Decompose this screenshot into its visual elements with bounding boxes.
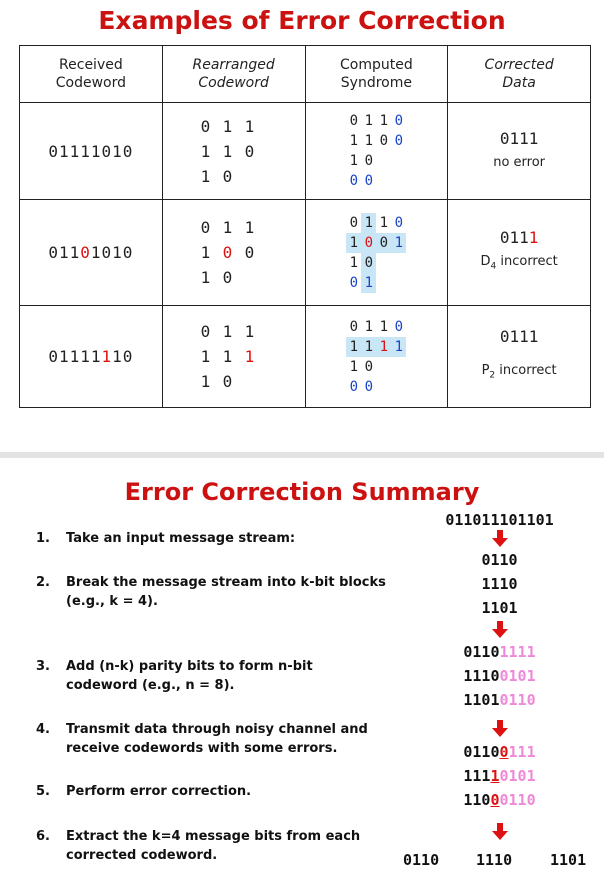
extracted-messages (395, 851, 604, 873)
rearranged-codeword: 0 1 1 1 1 1 1 0 (162, 306, 305, 408)
extracted-message: 0110 (403, 851, 440, 869)
received-codeword: 11110101 (463, 767, 536, 785)
slide-summary: Error Correction Summary 1. Take an input message stream: 2. Break the message stream into k-bit blocks (e.g., k = 4). 3. Add (n-k) parity bits to form n-bit codeword (e.g., n = 8). 4. Transmit data through noisy channel and receive codewords with some errors. 5. Perform error correction. 6. Extract the k=4 message bits from each corrected codeword. 011011101101 0110 1110 1101 01101111 11100101 11010110 01100111 11110101 11000110 0110 1110 1101 (0, 458, 604, 884)
rearranged-codeword: 0 1 1 1 1 0 1 0 (162, 103, 305, 200)
header-syndrome: Computed Syndrome (305, 46, 448, 103)
correction-note: $P_2$ incorrect (481, 363, 557, 381)
correction-note: $D_4$ incorrect (480, 254, 558, 272)
correction-note: no error (493, 155, 546, 170)
rearranged-codeword: 0 1 1 1 0 0 1 0 (162, 200, 305, 306)
header-rearranged: Rearranged Codeword (162, 46, 305, 103)
codeword: 11010110 (463, 691, 536, 709)
down-arrow-icon (395, 823, 604, 841)
received-codeword: 01100111 (463, 743, 536, 761)
codeword: 11100101 (463, 667, 536, 685)
message-stream: 011011101101 (445, 511, 554, 529)
received-codeword: 01101010 (20, 200, 163, 306)
extracted-message: 1110 (476, 851, 513, 869)
down-arrow-icon (395, 530, 604, 548)
corrected-data: 0111 $P_2$ incorrect (448, 306, 591, 408)
message-block: 1101 (481, 599, 518, 617)
corrected-data: 0111 no error (448, 103, 591, 200)
process-flow (395, 458, 604, 884)
computed-syndrome: 0 1 1 0 1 0 0 1 1 0 0 1 (305, 200, 448, 306)
computed-syndrome: 0 1 1 0 1 1 1 1 1 0 0 0 (305, 306, 448, 408)
computed-syndrome: 0 1 1 0 1 1 0 0 1 0 0 0 (305, 103, 448, 200)
message-block: 0110 (481, 551, 518, 569)
table-row (20, 103, 591, 200)
corrected-data: 0111 $D_4$ incorrect (448, 200, 591, 306)
slide-title: Error Correction Summary (124, 478, 480, 506)
down-arrow-icon (395, 720, 604, 738)
down-arrow-icon (395, 621, 604, 639)
table-header-row (20, 46, 591, 103)
received-codeword: 01111010 (20, 103, 163, 200)
header-corrected: Corrected Data (448, 46, 591, 103)
received-codeword: 11000110 (463, 791, 536, 809)
extracted-message: 1101 (550, 851, 587, 869)
table-row (20, 306, 591, 408)
table-row (20, 200, 591, 306)
examples-table (19, 45, 591, 408)
codeword: 01101111 (463, 643, 536, 661)
message-block: 1110 (481, 575, 518, 593)
received-codeword: 01111110 (20, 306, 163, 408)
header-received: Received Codeword (20, 46, 163, 103)
slide-title: Examples of Error Correction (98, 6, 506, 35)
